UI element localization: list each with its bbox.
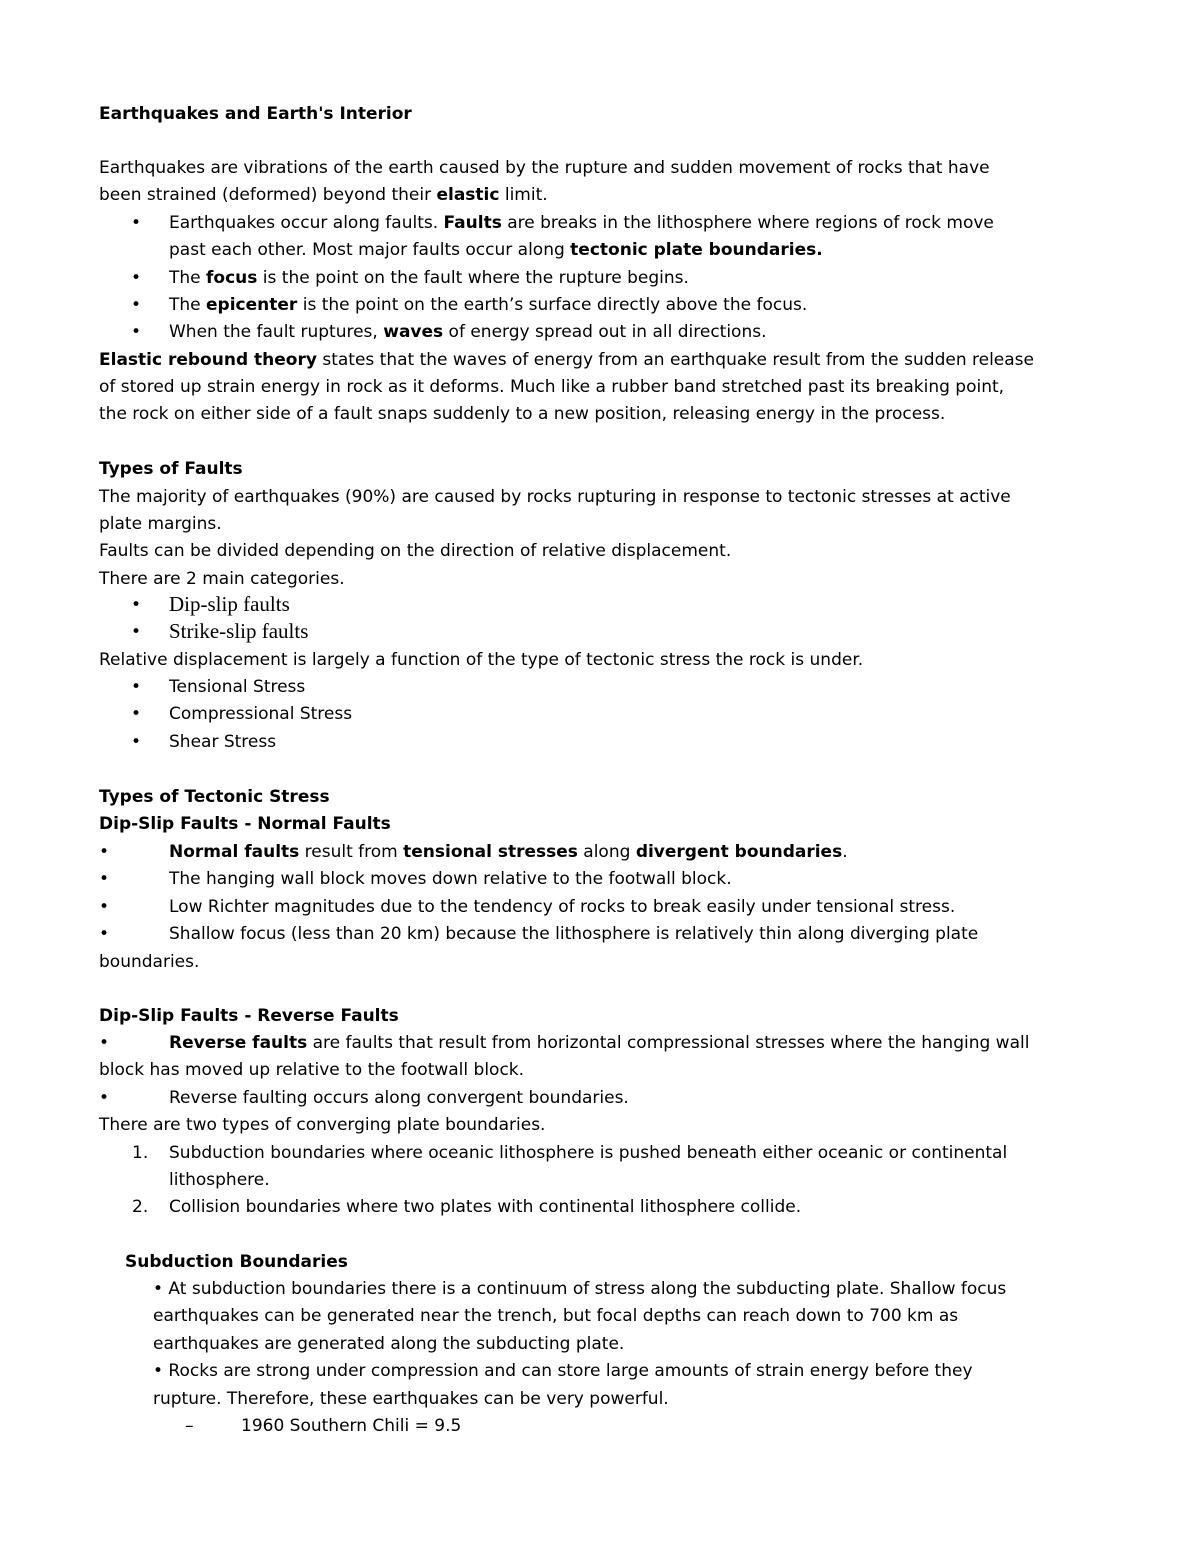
bullet-dot: •	[131, 704, 142, 724]
types-of-faults-heading: Types of Faults	[99, 459, 243, 479]
normal-bullet-4-cont: boundaries.	[99, 952, 200, 972]
bullet-waves: When the fault ruptures, waves of energy spread out in all directions.	[169, 322, 767, 342]
converging-types-para: There are two types of converging plate boundaries.	[99, 1115, 546, 1135]
bullet-dot: •	[131, 732, 142, 752]
faults-para-line-2: plate margins.	[99, 514, 222, 534]
list-number-1: 1.	[132, 1143, 149, 1163]
normal-bullet-2: The hanging wall block moves down relative to the footwall block.	[169, 869, 732, 889]
subduction-item-line-2: lithosphere.	[169, 1170, 270, 1190]
bullet-dot: •	[99, 924, 110, 944]
subduction-boundaries-heading: Subduction Boundaries	[125, 1252, 348, 1272]
reverse-faults-heading: Dip-Slip Faults - Reverse Faults	[99, 1006, 399, 1026]
intro-line-2: been strained (deformed) beyond their elastic limit.	[99, 185, 548, 205]
normal-bullet-4: Shallow focus (less than 20 km) because the lithosphere is relatively thin along diverging plate	[169, 924, 979, 944]
dash-bullet: –	[185, 1416, 194, 1436]
category-dip-slip: Dip-slip faults	[169, 592, 290, 616]
faults-para-3: There are 2 main categories.	[99, 569, 345, 589]
bullet-dot: •	[99, 1088, 110, 1108]
bullet-dot: •	[131, 295, 142, 315]
list-number-2: 2.	[132, 1197, 149, 1217]
collision-item: Collision boundaries where two plates with continental lithosphere collide.	[169, 1197, 802, 1217]
bullet-dot: •	[131, 268, 142, 288]
bullet-dot: •	[99, 897, 110, 917]
subduction-bullet-2-line-1: • Rocks are strong under compression and can store large amounts of strain energy before they	[153, 1361, 973, 1381]
faults-para-line-1: The majority of earthquakes (90%) are caused by rocks rupturing in response to tectonic stresses at active	[99, 487, 1011, 507]
stress-tensional: Tensional Stress	[169, 677, 306, 697]
reverse-bullet-2: Reverse faulting occurs along convergent boundaries.	[169, 1088, 629, 1108]
bullet-dot: •	[99, 869, 110, 889]
bullet-dot: •	[99, 1033, 110, 1053]
reverse-bullet-1: Reverse faults are faults that result from horizontal compressional stresses where the hanging wall	[169, 1033, 1030, 1053]
bullet-faults-line-1: Earthquakes occur along faults. Faults are breaks in the lithosphere where regions of rock move	[169, 213, 994, 233]
bullet-faults-line-2: past each other. Most major faults occur along tectonic plate boundaries.	[169, 240, 823, 260]
elastic-rebound-line-1: Elastic rebound theory states that the waves of energy from an earthquake result from the sudden release	[99, 350, 1034, 370]
faults-para-2: Faults can be divided depending on the direction of relative displacement.	[99, 541, 732, 561]
reverse-bullet-1-cont: block has moved up relative to the footwall block.	[99, 1060, 525, 1080]
bullet-dot: •	[99, 842, 110, 862]
document-title: Earthquakes and Earth's Interior	[99, 104, 412, 124]
subduction-bullet-1-line-1: • At subduction boundaries there is a continuum of stress along the subducting plate. Shallow focus	[153, 1279, 1007, 1299]
tectonic-stress-heading: Types of Tectonic Stress	[99, 787, 330, 807]
normal-bullet-1: Normal faults result from tensional stresses along divergent boundaries.	[169, 842, 848, 862]
elastic-rebound-line-2: of stored up strain energy in rock as it deforms. Much like a rubber band stretched past its breaking point,	[99, 377, 1005, 397]
subduction-bullet-1-line-3: earthquakes are generated along the subducting plate.	[153, 1334, 625, 1354]
faults-para-4: Relative displacement is largely a function of the type of tectonic stress the rock is under.	[99, 650, 864, 670]
bullet-focus: The focus is the point on the fault where the rupture begins.	[169, 268, 689, 288]
normal-bullet-3: Low Richter magnitudes due to the tendency of rocks to break easily under tensional stress.	[169, 897, 956, 917]
bullet-epicenter: The epicenter is the point on the earth’s surface directly above the focus.	[169, 295, 808, 315]
stress-compressional: Compressional Stress	[169, 704, 353, 724]
category-strike-slip: Strike-slip faults	[169, 619, 309, 643]
intro-line-1: Earthquakes are vibrations of the earth caused by the rupture and sudden movement of rocks that have	[99, 158, 990, 178]
subduction-bullet-2-line-2: rupture. Therefore, these earthquakes can be very powerful.	[153, 1389, 669, 1409]
normal-faults-heading: Dip-Slip Faults - Normal Faults	[99, 814, 391, 834]
elastic-rebound-line-3: the rock on either side of a fault snaps suddenly to a new position, releasing energy in the process.	[99, 404, 946, 424]
subduction-bullet-1-line-2: earthquakes can be generated near the trench, but focal depths can reach down to 700 km as	[153, 1306, 959, 1326]
bullet-dot: •	[131, 595, 142, 615]
bullet-dot: •	[131, 622, 142, 642]
example-chile-1960: 1960 Southern Chili = 9.5	[241, 1416, 462, 1436]
bullet-dot: •	[131, 677, 142, 697]
subduction-item-line-1: Subduction boundaries where oceanic lithosphere is pushed beneath either oceanic or continental	[169, 1143, 1008, 1163]
bullet-dot: •	[131, 213, 142, 233]
bullet-dot: •	[131, 322, 142, 342]
stress-shear: Shear Stress	[169, 732, 277, 752]
